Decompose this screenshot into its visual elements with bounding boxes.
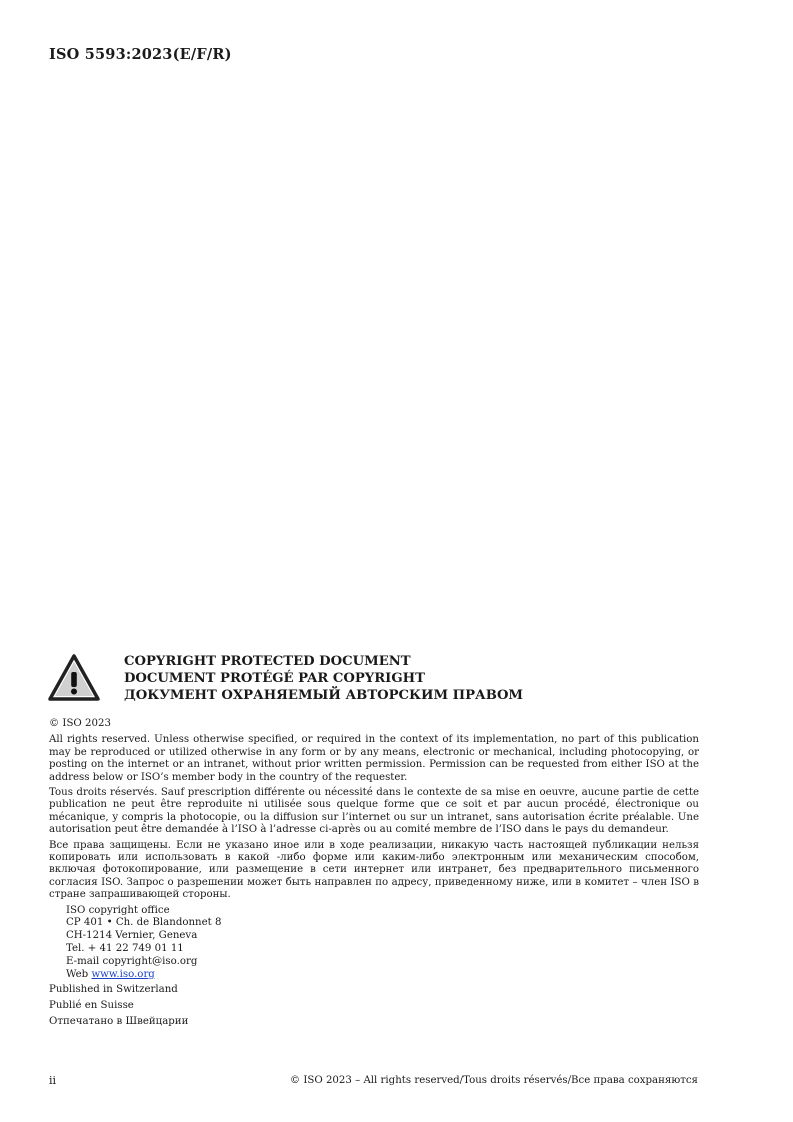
published-en: Published in Switzerland [49, 984, 178, 996]
copyright-line: © ISO 2023 [49, 718, 111, 729]
address-email: E-mail copyright@iso.org [66, 955, 198, 967]
address-city: CH-1214 Vernier, Geneva [66, 930, 198, 942]
footer-rights: © ISO 2023 – All rights reserved/Tous droits réservés/Все права сохраняются [289, 1075, 698, 1086]
copyright-notice [47, 653, 747, 705]
notice-title-fr: DOCUMENT PROTÉGÉ PAR COPYRIGHT [124, 671, 425, 686]
address-tel: Tel. + 41 22 749 01 11 [66, 943, 184, 955]
address-street: CP 401 • Ch. de Blandonnet 8 [66, 917, 222, 929]
published-ru: Отпечатано в Швейцарии [49, 1016, 189, 1028]
rights-paragraph-ru: Все права защищены. Если не указано иное или в ходе реализации, никакую часть настоящей публикации нельзя копировать или использовать в какой -либо форме или каким-либо электронным или механическим способом, включая фотокопирование, или размещение в сети интернет или интранет, без предварительного письменного согласия ISO. Запрос о разрешении может быть направлен по адресу, приведенному ниже, или в комитет – член ISO в стране запрашивающей стороны. [49, 839, 699, 901]
notice-title-en: COPYRIGHT PROTECTED DOCUMENT [124, 654, 411, 669]
address-office: ISO copyright office [66, 904, 170, 916]
rights-paragraph-en: All rights reserved. Unless otherwise specified, or required in the context of its implementation, no part of this publication may be reproduced or utilized otherwise in any form or by any means, electronic or mechanical, including photocopying, or posting on the internet or an intranet, without prior written permission. Permission can be requested from either ISO at the address below or ISO’s member body in the country of the requester. [49, 734, 699, 783]
notice-titles [124, 653, 523, 704]
rights-paragraph-fr: Tous droits réservés. Sauf prescription différente ou nécessité dans le contexte de sa mise en oeuvre, aucune partie de cette publication ne peut être reproduite ni utilisée sous quelque forme que ce soit et par aucun procédé, électronique ou mécanique, y compris la photocopie, ou la diffusion sur l’internet ou sur un intranet, sans autorisation écrite préalable. Une autorisation peut être demandée à l’ISO à l’adresse ci-après ou au comité membre de l’ISO dans le pays du demandeur. [49, 787, 699, 836]
warning-triangle-icon [47, 653, 101, 703]
notice-title-ru: ДОКУМЕНТ ОХРАНЯЕМЫЙ АВТОРСКИМ ПРАВОМ [124, 688, 524, 703]
published-fr: Publié en Suisse [49, 1000, 134, 1012]
standard-id: ISO 5593:2023(E/F/R) [49, 46, 232, 63]
address-web [66, 969, 699, 982]
web-label: Web [66, 968, 92, 980]
page-number: ii [49, 1074, 57, 1087]
web-link[interactable]: www.iso.org [91, 968, 155, 980]
iso-address [66, 905, 699, 982]
rights-body [49, 718, 699, 1032]
